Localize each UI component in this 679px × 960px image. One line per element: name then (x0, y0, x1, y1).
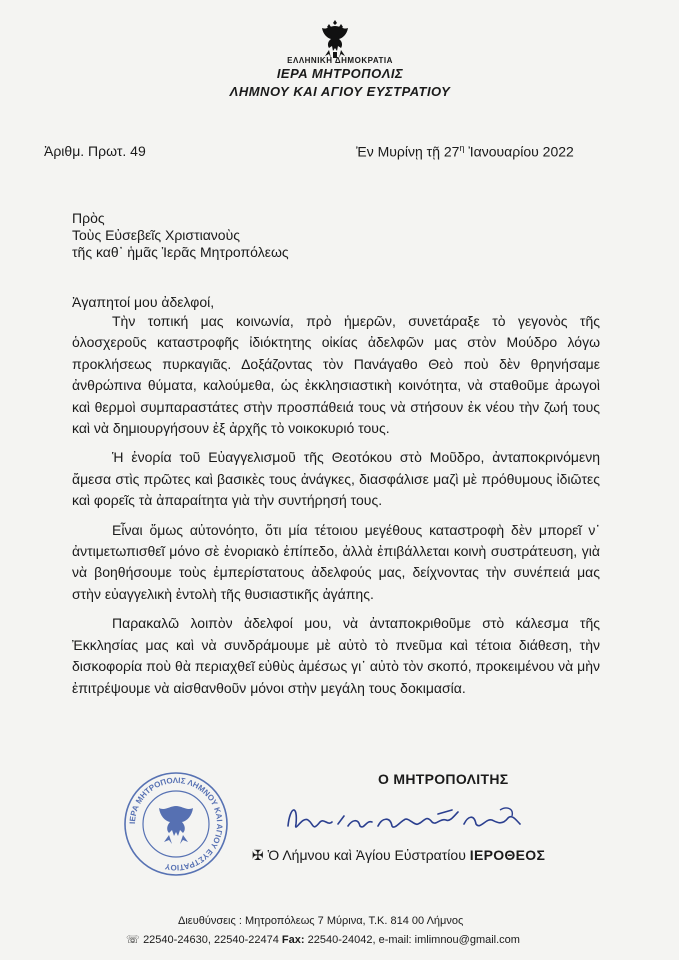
signatory-title: Ο ΜΗΤΡΟΠΟΛΙΤΗΣ (378, 771, 509, 787)
place-date (356, 143, 574, 160)
seal-text: ΙΕΡΑ ΜΗΤΡΟΠΟΛΙΣ ΛΗΜΝΟΥ ΚΑΙ ΑΓΙΟΥ ΕΥΣΤΡΑΤΙΟΥ (127, 775, 225, 873)
metropolis-title: ΙΕΡΑ ΜΗΤΡΟΠΟΛΙΣ (276, 66, 404, 81)
metropolis-subtitle: ΛΗΜΝΟΥ ΚΑΙ ΑΓΙΟΥ ΕΥΣΤΡΑΤΙΟΥ (229, 84, 451, 99)
recipient-line-1: Πρὸς (72, 210, 105, 226)
handwritten-signature (268, 796, 530, 842)
place-date-prefix: Ἐν Μυρίνῃ τῇ (356, 143, 440, 160)
footer-fax: 22540-24042, (307, 934, 376, 946)
letter-body (72, 311, 600, 707)
signatory-name: ΙΕΡΟΘΕΟΣ (469, 847, 546, 863)
date-month-year: Ἰανουαρίου 2022 (468, 143, 574, 160)
salutation: Ἀγαπητοί μου ἀδελφοί, (72, 294, 215, 310)
telephone-icon: ☏ (126, 934, 140, 946)
metropolis-seal-icon (122, 770, 230, 878)
recipient-line-3: τῆς καθ᾽ ἡμᾶς Ἱερᾶς Μητροπόλεως (72, 244, 289, 260)
footer-contacts (126, 933, 520, 946)
email-label: e-mail: (378, 934, 412, 946)
date-day: 27 (443, 143, 460, 160)
signatory-see: Ὁ Λήμνου καὶ Ἁγίου Εὐστρατίου (267, 847, 466, 863)
signatory-line (252, 847, 545, 864)
footer-email[interactable]: imlimnou@gmail.com (414, 934, 520, 946)
protocol-number: Ἀριθμ. Πρωτ. 49 (44, 143, 146, 159)
fax-label: Fax: (281, 934, 305, 946)
double-headed-eagle-icon (318, 18, 352, 60)
body-paragraph: Ἡ ἐνορία τοῦ Εὐαγγελισμοῦ τῆς Θεοτόκου στὸ Μοῦδρο, ἀνταποκρινόμενη ἄμεσα στὶς πρῶτες καὶ βασικὲς τους ἀνάγκες, διασφάλισε μαζὶ μὲ πρόθυμους ἰδιῶτες καὶ φορεῖς τὰ ἀπαραίτητα γιὰ τὴν συντήρησή τους. (72, 449, 600, 509)
body-paragraph: Τὴν τοπική μας κοινωνία, πρὸ ἡμερῶν, συνετάραξε τὸ γεγονὸς τῆς ὁλοσχεροῦς καταστροφῆς ἰδιόκτητης οἰκίας ἀδελφῶν μας στὸν Μούδρο λόγω προκλήσεως πυρκαγιᾶς. Δοξάζοντας τὸν Πανάγαθο Θεὸ ποὺ δὲν θρηνήσαμε ἀνθρώπινα θύματα, καλούμεθα, ὡς ἐκκλησιαστικὴ κοινότητα, νὰ σταθοῦμε ἀρωγοὶ καὶ θερμοὶ συμπαραστάτες στὴν προσπάθειά τους νὰ στήσουν ἐκ νέου τὴν ζωή τους καὶ νὰ δημιουργήσουν ἐξ ἀρχῆς τὸ νοικοκυριό τους. (72, 313, 600, 437)
date-day-suffix: η (459, 143, 465, 153)
footer-phones: 22540-24630, 22540-22474 (143, 934, 279, 946)
body-paragraph: Εἶναι ὅμως αὐτονόητο, ὅτι μία τέτοιου μεγέθους καταστροφὴ δὲν μπορεῖ ν᾽ ἀντιμετωπισθεῖ μόνο σὲ ἐνοριακὸ ἐπίπεδο, ἀλλὰ ἐπιβάλλεται κοινὴ συστράτευση, γιὰ νὰ βοηθήσουμε τοὺς ἐμπερίστατους ἀδελφούς μας, δείχνοντας τὴν συνέπειά μας στὴν εὐαγγελικὴ ἐντολὴ τῆς θυσιαστικῆς ἀγάπης. (72, 521, 600, 602)
footer-address: Διευθύνσεις : Μητροπόλεως 7 Μύρινα, Τ.Κ. 814 00 Λήμνος (178, 915, 464, 927)
cross-icon: ✠ (252, 847, 264, 863)
state-title: ΕΛΛΗΝΙΚΗ ΔΗΜΟΚΡΑΤΙΑ (287, 56, 393, 65)
body-paragraph: Παρακαλῶ λοιπὸν ἀδελφοί μου, νὰ ἀνταποκριθοῦμε στὸ κάλεσμα τῆς Ἐκκλησίας μας καὶ νὰ συνδράμουμε μὲ αὐτὸ τὸ πνεῦμα καὶ τέτοια διάθεση, τὴν δισκοφορία ποὺ θὰ περιαχθεῖ εὐθὺς ἀμέσως γι᾽ αὐτὸ τὸν σκοπό, προκειμένου νὰ μὴν ἐπιτρέψουμε νὰ αἰσθανθοῦν μόνοι στὴν μεγάλη τους δοκιμασία. (72, 615, 600, 696)
recipient-line-2: Τοὺς Εὐσεβεῖς Χριστιανοὺς (72, 227, 240, 243)
